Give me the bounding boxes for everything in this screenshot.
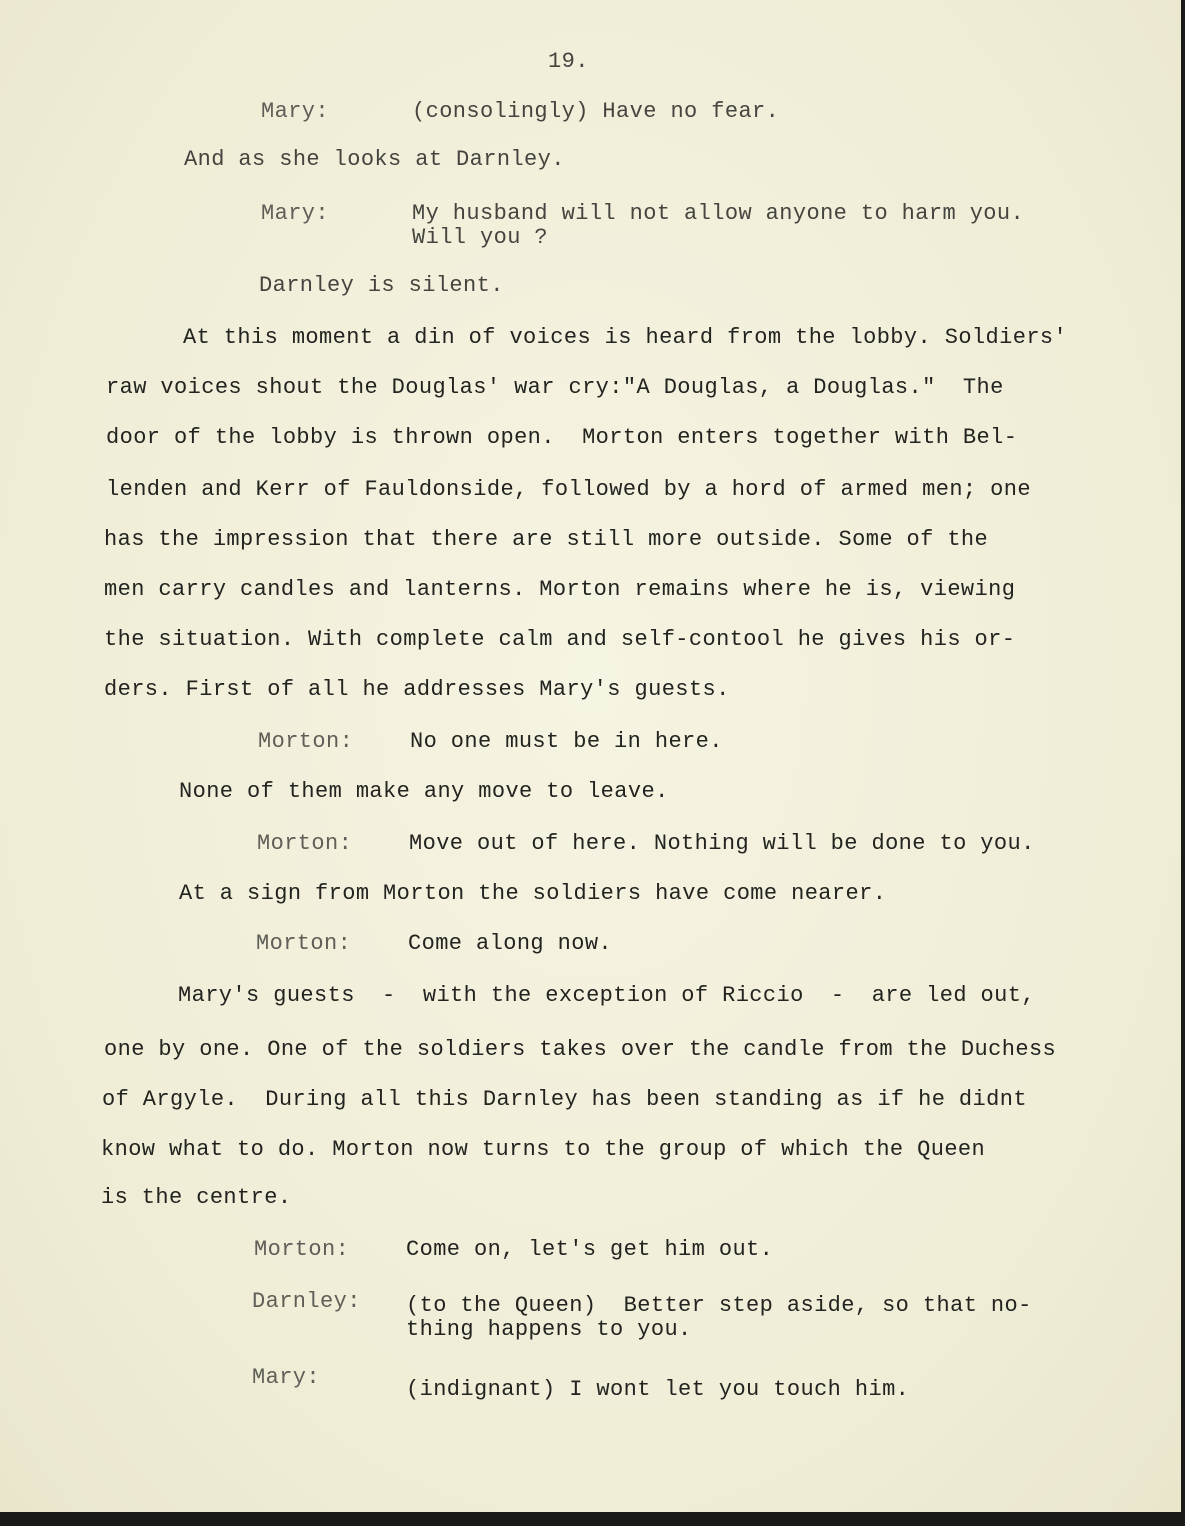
dialogue-line: My husband will not allow anyone to harm you. [412, 201, 1025, 226]
narrative-line: has the impression that there are still more outside. Some of the [104, 527, 989, 552]
dialogue-line: (indignant) I wont let you touch him. [406, 1377, 910, 1402]
narrative-line: of Argyle. During all this Darnley has been standing as if he didnt [102, 1087, 1027, 1112]
dialogue-line: Come along now. [408, 931, 613, 956]
narrative-line: know what to do. Morton now turns to the group of which the Queen [101, 1137, 986, 1162]
dialogue-line: Come on, let's get him out. [406, 1237, 774, 1262]
stage-direction: And as she looks at Darnley. [184, 147, 565, 172]
dialogue-line: (to the Queen) Better step aside, so that no- [406, 1293, 1032, 1318]
dialogue-line: No one must be in here. [410, 729, 723, 754]
narrative-line: men carry candles and lanterns. Morton remains where he is, viewing [104, 577, 1016, 602]
narrative-line: is the centre. [101, 1185, 292, 1210]
speaker-mary: Mary: [261, 99, 330, 124]
speaker-morton: Morton: [256, 931, 352, 956]
narrative-line: the situation. With complete calm and self-contool he gives his or- [104, 627, 1016, 652]
stage-direction: None of them make any move to leave. [179, 779, 669, 804]
speaker-darnley: Darnley: [252, 1289, 361, 1314]
speaker-mary: Mary: [252, 1365, 321, 1390]
speaker-morton: Morton: [254, 1237, 350, 1262]
narrative-line: raw voices shout the Douglas' war cry:"A Douglas, a Douglas." The [106, 375, 1004, 400]
narrative-line: door of the lobby is thrown open. Morton enters together with Bel- [106, 425, 1018, 450]
dialogue-line: thing happens to you. [406, 1317, 692, 1342]
dialogue-line: Move out of here. Nothing will be done to you. [409, 831, 1035, 856]
stage-direction: At a sign from Morton the soldiers have come nearer. [179, 881, 887, 906]
narrative-line: one by one. One of the soldiers takes over the candle from the Duchess [104, 1037, 1057, 1062]
page-number: 19. [548, 49, 589, 74]
narrative-line: Mary's guests - with the exception of Riccio - are led out, [178, 983, 1035, 1008]
stage-direction: Darnley is silent. [259, 273, 504, 298]
speaker-morton: Morton: [258, 729, 354, 754]
speaker-mary: Mary: [261, 201, 330, 226]
narrative-line: ders. First of all he addresses Mary's guests. [104, 677, 730, 702]
narrative-line: lenden and Kerr of Fauldonside, followed by a hord of armed men; one [106, 477, 1031, 502]
speaker-morton: Morton: [257, 831, 353, 856]
dialogue-line: Will you ? [412, 225, 549, 250]
dialogue-line: (consolingly) Have no fear. [412, 99, 780, 124]
narrative-line: At this moment a din of voices is heard from the lobby. Soldiers' [183, 325, 1068, 350]
